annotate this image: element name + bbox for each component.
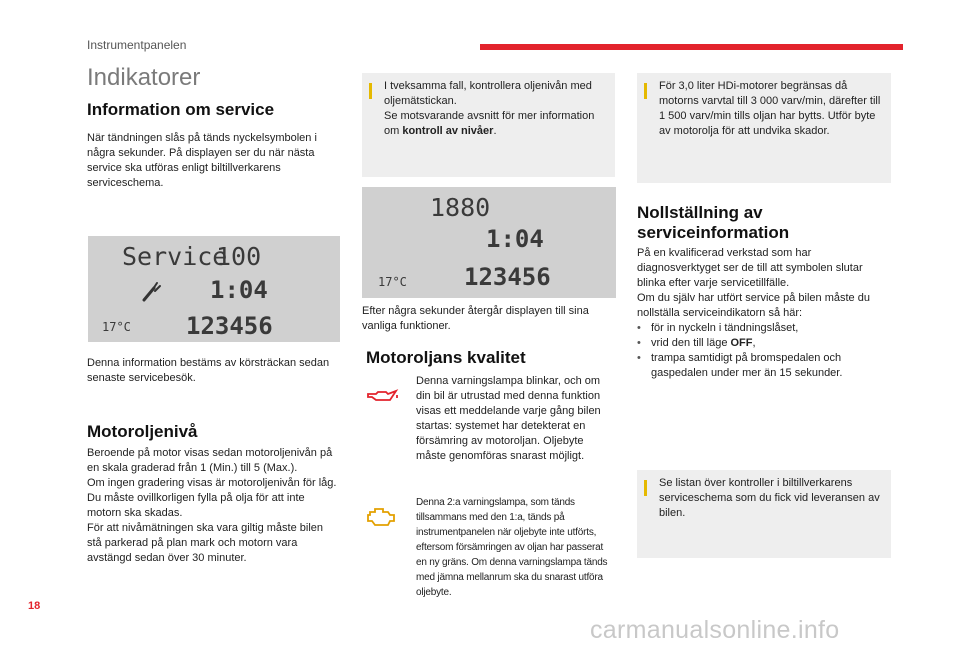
hdi-note	[637, 73, 891, 183]
service-display-value: 100	[216, 242, 262, 271]
oil-quality-item2: Denna 2:a varningslampa, som tänds tillsammans med den 1:a, tänds på instrumentpanelen när oljebyte inte utförts, eftersom försämringen av oljan har passerat en ny gräns. Om denna varningslampa tänds med jämna mellanrum ska du snarast utföra oljebyte.	[416, 497, 608, 598]
oil-display-image	[362, 187, 616, 298]
running-header: Instrumentpanelen	[87, 38, 187, 52]
engine-warning-icon	[366, 506, 396, 528]
header-accent-bar	[480, 44, 903, 50]
oil-quality-item1: Denna varningslampa blinkar, och om din bil är utrustad med denna funktion visas ett meddelande varje gång bilen startas: systemet har detekterat en försämring av motoroljan. Oljebyte måste genomföras snarast möjligt.	[416, 375, 601, 462]
note-mid-line2: Se motsvarande avsnitt för mer information om	[384, 110, 595, 137]
oil-can-icon	[366, 388, 400, 406]
service-display-label: Service	[122, 242, 228, 271]
oil-display-temp: 17°C	[378, 275, 407, 289]
service-display-odometer: 123456	[186, 312, 273, 340]
reset-step-1: • för in nyckeln i tändningslåset,	[637, 321, 891, 336]
section-title: Indikatorer	[87, 64, 201, 91]
reset-intro: På en kvalificerad verkstad som har diagnosverktyget ser de till att symbolen slutar blinka efter varje servicetillfälle.	[637, 247, 863, 289]
reset-heading: Nollställning av serviceinformation	[637, 203, 790, 242]
oil-level-text-1: Beroende på motor visas sedan motoroljenivån på en skala graderad från 1 (Min.) till 5 (Max.).	[87, 447, 333, 474]
reset-step-3: • trampa samtidigt på bromspedalen och gaspedalen under mer än 15 sekunder.	[637, 351, 891, 381]
note-marker-icon	[644, 480, 647, 496]
oil-level-heading: Motoroljenivå	[87, 422, 198, 441]
oil-level-text-2: Om ingen gradering visas är motoroljenivån för låg. Du måste ovillkorligen fylla på olja för att inte motorn ska skadas.	[87, 477, 337, 519]
reset-step-2: • vrid den till läge OFF,	[637, 336, 891, 351]
service-info-heading: Information om service	[87, 100, 275, 119]
oil-display-time: 1:04	[486, 225, 544, 253]
oil-level-text-3: För att nivåmätningen ska vara giltig måste bilen stå parkerad på plan mark och motorn vara avstängd sedan över 30 minuter.	[87, 522, 324, 564]
checklist-note	[637, 470, 891, 558]
reset-body	[637, 246, 891, 381]
note-marker-icon	[644, 83, 647, 99]
service-display-image	[88, 236, 340, 342]
note-mid-line1: I tveksamma fall, kontrollera oljenivån med oljemätstickan.	[384, 80, 592, 107]
note-mid-bold: kontroll av nivåer	[402, 125, 494, 137]
oil-display-caption: Efter några sekunder återgår displayen till sina vanliga funktioner.	[362, 305, 589, 332]
service-display-time: 1:04	[210, 276, 268, 304]
note-mid-end: .	[493, 125, 497, 137]
watermark: carmanualsonline.info	[590, 616, 840, 644]
page-number: 18	[28, 600, 41, 612]
oil-quality-heading: Motoroljans kvalitet	[366, 348, 526, 367]
reset-steps	[637, 321, 891, 381]
hdi-note-text: För 3,0 liter HDi-motorer begränsas då motorns varvtal till 3 000 varv/min, därefter till 1 500 varv/min tills oljan har bytts. Utför byte av motorolja för att undvika skador.	[659, 80, 881, 137]
note-marker-icon	[369, 83, 372, 99]
service-display-caption: Denna information bestäms av körsträckan sedan senaste servicebesök.	[87, 357, 330, 384]
checklist-note-text: Se listan över kontroller i biltillverkarens serviceschema som du fick vid leveransen av bilen.	[659, 477, 880, 519]
reset-step-2-bold: OFF	[730, 337, 753, 349]
oil-display-odometer: 123456	[464, 263, 551, 291]
reset-intro2: Om du själv har utfört service på bilen måste du nollställa serviceindikatorn så här:	[637, 292, 870, 319]
wrench-icon	[140, 280, 162, 304]
service-display-temp: 17°C	[102, 320, 131, 334]
service-info-intro: När tändningen slås på tänds nyckelsymbolen i några sekunder. På displayen ser du när nästa service ska utföras enligt biltillverkarens serviceschema.	[87, 132, 317, 189]
oil-check-note	[362, 73, 615, 177]
oil-level-text	[87, 446, 339, 566]
oil-display-top: 1880	[430, 193, 491, 222]
